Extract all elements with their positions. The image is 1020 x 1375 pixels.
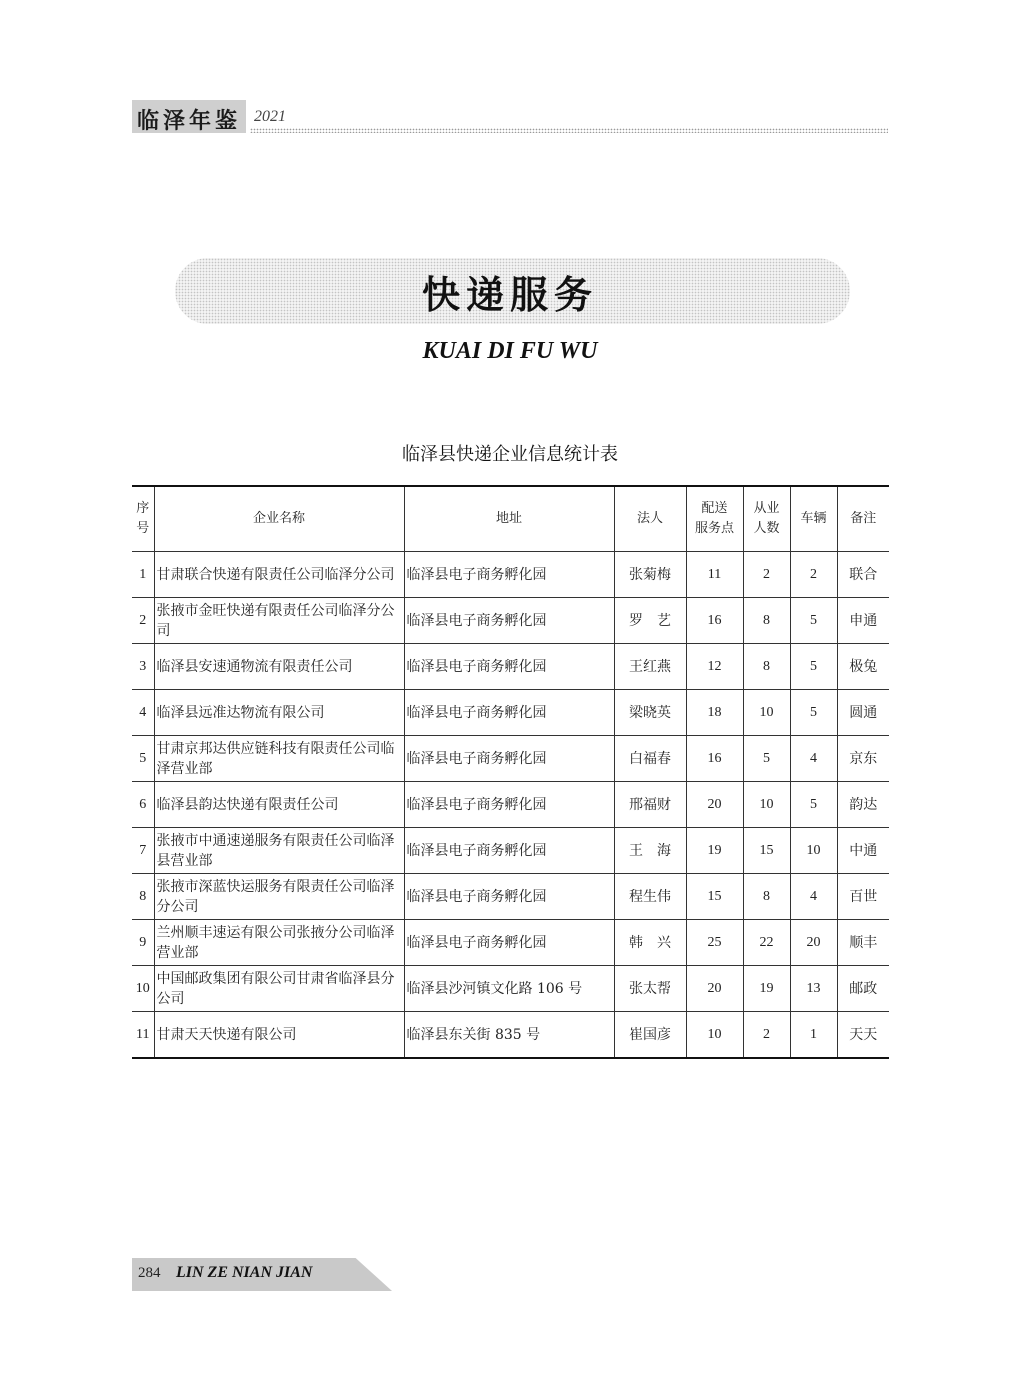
- cell-vehicles: 4: [790, 874, 837, 920]
- table-row: [132, 1012, 889, 1059]
- cell-seq: 2: [132, 598, 154, 644]
- cell-seq: 6: [132, 782, 154, 828]
- header-vehicles: 车辆: [790, 486, 837, 552]
- cell-remark: 极兔: [837, 644, 889, 690]
- cell-name: 临泽县韵达快递有限责任公司: [154, 782, 404, 828]
- table-row: [132, 828, 889, 874]
- header-year: 2021: [254, 108, 286, 125]
- cell-staff: 8: [743, 598, 790, 644]
- cell-points: 25: [686, 920, 743, 966]
- cell-remark: 顺丰: [837, 920, 889, 966]
- table-row: [132, 966, 889, 1012]
- cell-seq: 11: [132, 1012, 154, 1059]
- cell-staff: 2: [743, 552, 790, 598]
- cell-name: 张掖市深蓝快运服务有限责任公司临泽分公司: [154, 874, 404, 920]
- cell-seq: 5: [132, 736, 154, 782]
- cell-legal: 张太帮: [614, 966, 686, 1012]
- cell-staff: 19: [743, 966, 790, 1012]
- cell-legal: 王 海: [614, 828, 686, 874]
- cell-name: 张掖市中通速递服务有限责任公司临泽县营业部: [154, 828, 404, 874]
- cell-remark: 联合: [837, 552, 889, 598]
- cell-points: 20: [686, 782, 743, 828]
- cell-name: 兰州顺丰速运有限公司张掖分公司临泽营业部: [154, 920, 404, 966]
- cell-seq: 3: [132, 644, 154, 690]
- cell-points: 16: [686, 736, 743, 782]
- cell-legal: 张菊梅: [614, 552, 686, 598]
- cell-points: 12: [686, 644, 743, 690]
- cell-points: 18: [686, 690, 743, 736]
- header-book-title: 临泽年鉴: [137, 109, 242, 134]
- cell-legal: 王红燕: [614, 644, 686, 690]
- table-header-row: [132, 486, 889, 552]
- cell-remark: 申通: [837, 598, 889, 644]
- table-caption: 临泽县快递企业信息统计表: [402, 444, 618, 465]
- cell-remark: 韵达: [837, 782, 889, 828]
- header-seq-line1: 序: [136, 501, 150, 516]
- header-seq: [132, 486, 154, 552]
- cell-address: 临泽县电子商务孵化园: [404, 828, 614, 874]
- cell-vehicles: 4: [790, 736, 837, 782]
- footer-book-pinyin: LIN ZE NIAN JIAN: [176, 1264, 313, 1281]
- cell-name: 甘肃京邦达供应链科技有限责任公司临泽营业部: [154, 736, 404, 782]
- cell-vehicles: 1: [790, 1012, 837, 1059]
- cell-points: 19: [686, 828, 743, 874]
- cell-vehicles: 10: [790, 828, 837, 874]
- cell-points: 11: [686, 552, 743, 598]
- cell-remark: 百世: [837, 874, 889, 920]
- cell-legal: 罗 艺: [614, 598, 686, 644]
- table-row: [132, 874, 889, 920]
- cell-staff: 15: [743, 828, 790, 874]
- cell-staff: 10: [743, 782, 790, 828]
- header-seq-line2: 号: [136, 521, 150, 536]
- cell-seq: 1: [132, 552, 154, 598]
- cell-vehicles: 20: [790, 920, 837, 966]
- cell-name: 张掖市金旺快递有限责任公司临泽分公司: [154, 598, 404, 644]
- cell-name: 临泽县远准达物流有限公司: [154, 690, 404, 736]
- table-row: [132, 920, 889, 966]
- table-row: [132, 736, 889, 782]
- cell-remark: 圆通: [837, 690, 889, 736]
- cell-staff: 8: [743, 644, 790, 690]
- cell-remark: 天天: [837, 1012, 889, 1059]
- header-points-line2: 服务点: [694, 521, 734, 536]
- cell-vehicles: 5: [790, 644, 837, 690]
- cell-address: 临泽县沙河镇文化路 106 号: [404, 966, 614, 1012]
- cell-seq: 7: [132, 828, 154, 874]
- cell-staff: 8: [743, 874, 790, 920]
- cell-address: 临泽县电子商务孵化园: [404, 736, 614, 782]
- cell-legal: 梁晓英: [614, 690, 686, 736]
- cell-address: 临泽县电子商务孵化园: [404, 782, 614, 828]
- header-staff-line2: 人数: [753, 521, 780, 536]
- cell-name: 甘肃天天快递有限公司: [154, 1012, 404, 1059]
- cell-address: 临泽县电子商务孵化园: [404, 874, 614, 920]
- header-address: 地址: [404, 486, 614, 552]
- header-dotted-rule: [250, 128, 888, 133]
- cell-staff: 10: [743, 690, 790, 736]
- cell-staff: 22: [743, 920, 790, 966]
- cell-points: 20: [686, 966, 743, 1012]
- cell-points: 10: [686, 1012, 743, 1059]
- cell-vehicles: 2: [790, 552, 837, 598]
- cell-seq: 10: [132, 966, 154, 1012]
- cell-remark: 京东: [837, 736, 889, 782]
- section-title: 快递服务: [421, 273, 598, 317]
- cell-vehicles: 5: [790, 598, 837, 644]
- table-row: [132, 782, 889, 828]
- cell-seq: 8: [132, 874, 154, 920]
- cell-address: 临泽县东关街 835 号: [404, 1012, 614, 1059]
- cell-seq: 9: [132, 920, 154, 966]
- cell-address: 临泽县电子商务孵化园: [404, 552, 614, 598]
- cell-name: 临泽县安速通物流有限责任公司: [154, 644, 404, 690]
- cell-name: 甘肃联合快递有限责任公司临泽分公司: [154, 552, 404, 598]
- page-number: 284: [138, 1265, 161, 1281]
- cell-legal: 程生伟: [614, 874, 686, 920]
- table-row: [132, 598, 889, 644]
- header-staff-line1: 从业: [753, 501, 780, 516]
- cell-address: 临泽县电子商务孵化园: [404, 920, 614, 966]
- header-name: 企业名称: [154, 486, 404, 552]
- cell-staff: 2: [743, 1012, 790, 1059]
- cell-vehicles: 5: [790, 690, 837, 736]
- cell-remark: 中通: [837, 828, 889, 874]
- cell-address: 临泽县电子商务孵化园: [404, 644, 614, 690]
- table-row: [132, 690, 889, 736]
- table-row: [132, 644, 889, 690]
- cell-legal: 白福春: [614, 736, 686, 782]
- cell-vehicles: 5: [790, 782, 837, 828]
- cell-staff: 5: [743, 736, 790, 782]
- section-pinyin: KUAI DI FU WU: [422, 338, 598, 364]
- cell-name: 中国邮政集团有限公司甘肃省临泽县分公司: [154, 966, 404, 1012]
- table-row: [132, 552, 889, 598]
- cell-remark: 邮政: [837, 966, 889, 1012]
- cell-legal: 崔国彦: [614, 1012, 686, 1059]
- header-remark: 备注: [837, 486, 889, 552]
- header-points: [686, 486, 743, 552]
- cell-legal: 邢福财: [614, 782, 686, 828]
- header-points-line1: 配送: [701, 501, 728, 516]
- cell-seq: 4: [132, 690, 154, 736]
- header-staff: [743, 486, 790, 552]
- cell-vehicles: 13: [790, 966, 837, 1012]
- cell-points: 16: [686, 598, 743, 644]
- header-legal: 法人: [614, 486, 686, 552]
- express-company-table: [132, 485, 889, 1059]
- cell-address: 临泽县电子商务孵化园: [404, 690, 614, 736]
- cell-legal: 韩 兴: [614, 920, 686, 966]
- cell-address: 临泽县电子商务孵化园: [404, 598, 614, 644]
- cell-points: 15: [686, 874, 743, 920]
